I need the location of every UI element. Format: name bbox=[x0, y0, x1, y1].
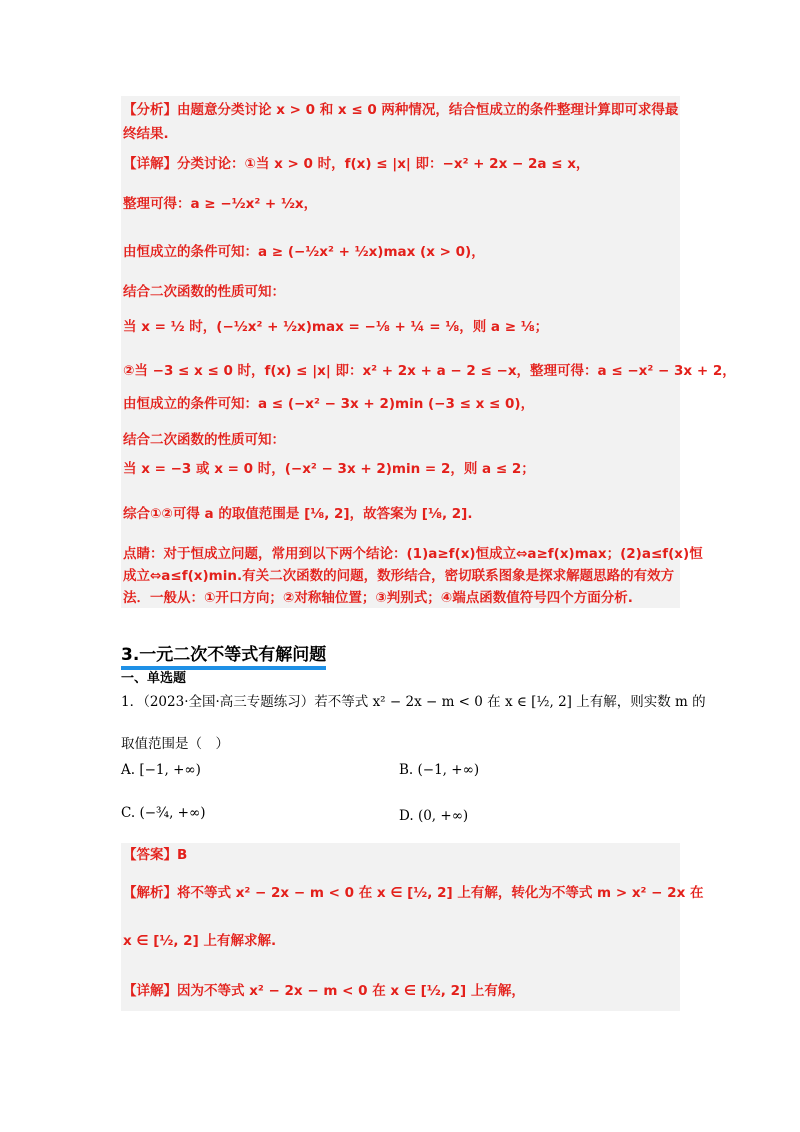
option-label: B. bbox=[399, 762, 414, 778]
section-heading: 3.一元二次不等式有解问题 bbox=[121, 640, 326, 670]
answer-block bbox=[121, 843, 704, 1011]
option-value: (0, +∞) bbox=[417, 808, 469, 824]
explanation-line: x ∈ [½, 2] 上有解求解. bbox=[123, 933, 277, 949]
analysis-block bbox=[121, 96, 736, 608]
remark-line: 法．一般从：①开口方向；②对称轴位置；③判别式；④端点函数值符号四个方面分析. bbox=[123, 590, 633, 606]
option-value: (−¾, +∞) bbox=[139, 805, 206, 821]
detail-line: 结合二次函数的性质可知： bbox=[123, 432, 285, 448]
detail-line: 当 x = −3 或 x = 0 时，(−x² − 3x + 2)min = 2，则 a ≤ 2； bbox=[123, 461, 535, 477]
detail-line: 【详解】分类讨论：①当 x > 0 时，f(x) ≤ |x| 即：−x² + 2x − 2a ≤ x， bbox=[123, 156, 590, 172]
option-label: C. bbox=[121, 805, 136, 821]
option-label: A. bbox=[121, 762, 136, 778]
option-b bbox=[399, 762, 479, 778]
option-label: D. bbox=[399, 808, 414, 824]
question-text-cont: 取值范围是（ ） bbox=[121, 736, 229, 752]
option-value: [−1, +∞) bbox=[139, 762, 201, 778]
detail-line: 由恒成立的条件可知：a ≤ (−x² − 3x + 2)min (−3 ≤ x ≤ 0)， bbox=[123, 396, 535, 412]
detail-line: 结合二次函数的性质可知： bbox=[123, 284, 285, 300]
section-subheading: 一、单选题 bbox=[121, 671, 187, 686]
explanation-line: 【解析】将不等式 x² − 2x − m < 0 在 x ∈ [½, 2] 上有解，转化为不等式 m > x² − 2x 在 bbox=[123, 885, 704, 901]
remark-line: 成立⇔a≤f(x)min.有关二次函数的问题，数形结合，密切联系图象是探求解题思路的有效方 bbox=[123, 568, 675, 584]
question-text: 1．（2023·全国·高三专题练习）若不等式 x² − 2x − m < 0 在 x ∈ [½, 2] 上有解，则实数 m 的 bbox=[121, 694, 706, 710]
remark-line: 点睛：对于恒成立问题，常用到以下两个结论：(1)a≥f(x)恒成立⇔a≥f(x)max；(2)a≤f(x)恒 bbox=[123, 546, 703, 562]
detail-line: 由恒成立的条件可知：a ≥ (−½x² + ½x)max (x > 0)， bbox=[123, 244, 485, 260]
detail-line: 【详解】因为不等式 x² − 2x − m < 0 在 x ∈ [½, 2] 上有解， bbox=[123, 983, 525, 999]
answer-line: 【答案】B bbox=[123, 847, 188, 863]
analysis-line: 【分析】由题意分类讨论 x > 0 和 x ≤ 0 两种情况，结合恒成立的条件整理计算即可求得最 bbox=[123, 102, 679, 118]
detail-line: 当 x = ½ 时，(−½x² + ½x)max = −⅛ + ¼ = ⅛，则 a ≥ ⅛； bbox=[123, 319, 549, 335]
option-value: (−1, +∞) bbox=[417, 762, 480, 778]
option-a bbox=[121, 762, 201, 778]
option-c bbox=[121, 805, 206, 821]
detail-line: 综合①②可得 a 的取值范围是 [⅛, 2]，故答案为 [⅛, 2]. bbox=[123, 506, 473, 522]
detail-line: ②当 −3 ≤ x ≤ 0 时，f(x) ≤ |x| 即：x² + 2x + a − 2 ≤ −x，整理可得：a ≤ −x² − 3x + 2， bbox=[123, 363, 736, 379]
option-d bbox=[399, 808, 468, 824]
analysis-line: 终结果. bbox=[123, 126, 169, 142]
detail-line: 整理可得：a ≥ −½x² + ½x， bbox=[123, 196, 318, 212]
